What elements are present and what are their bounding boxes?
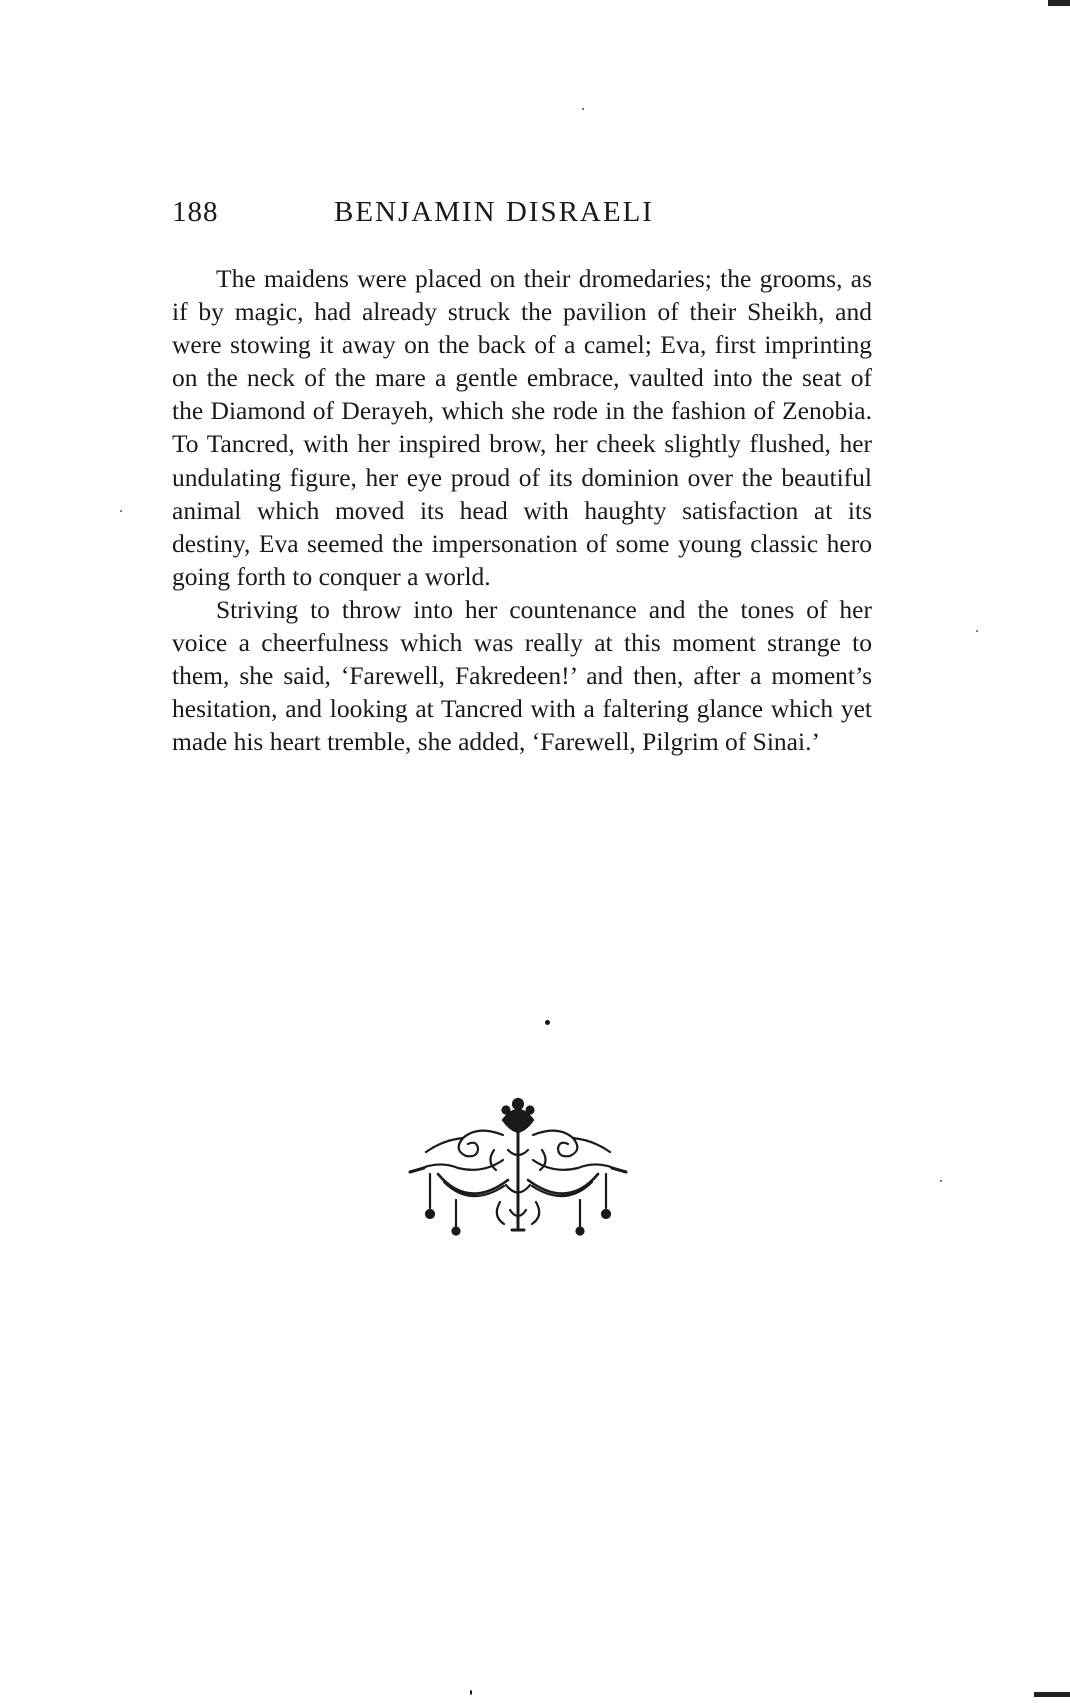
scan-edge-mark bbox=[1048, 0, 1070, 6]
scan-speck bbox=[470, 1690, 472, 1695]
scan-speck bbox=[545, 1020, 550, 1025]
scan-speck bbox=[120, 510, 122, 512]
tailpiece-ornament-icon bbox=[408, 1090, 628, 1240]
book-title: BENJAMIN DISRAELI bbox=[334, 196, 654, 228]
page-number: 188 bbox=[172, 196, 219, 228]
scan-speck bbox=[976, 630, 978, 632]
scan-speck bbox=[940, 1180, 942, 1182]
paragraph-2: Striving to throw into her countenance and the tones of her voice a cheerfulness which was really at this moment strange to them, she said, ‘Farewell, Fakredeen!’ and then, after a moment’s hesitation, and looking at Tancred with a faltering glance which yet made his heart tremble, she added, ‘Farewell, Pilgrim of Sinai.’ bbox=[172, 594, 872, 757]
scan-edge-mark bbox=[1034, 1692, 1070, 1697]
running-head bbox=[172, 196, 872, 240]
text-block bbox=[172, 262, 872, 758]
scan-speck bbox=[582, 108, 584, 110]
paragraph-1: The maidens were placed on their dromedaries; the grooms, as if by magic, had already struck the pavilion of their Sheikh, and were stowing it away on the back of a camel; Eva, first imprinting on the neck of the mare a gentle embrace, vaulted into the seat of the Diamond of Derayeh, which she rode in the fashion of Zenobia. To Tancred, with her inspired brow, her cheek slightly flushed, her undulating figure, her eye proud of its dominion over the beautiful animal which moved its head with haughty satisfaction at its destiny, Eva seemed the impersonation of some young classic hero going forth to conquer a world. bbox=[172, 264, 872, 591]
